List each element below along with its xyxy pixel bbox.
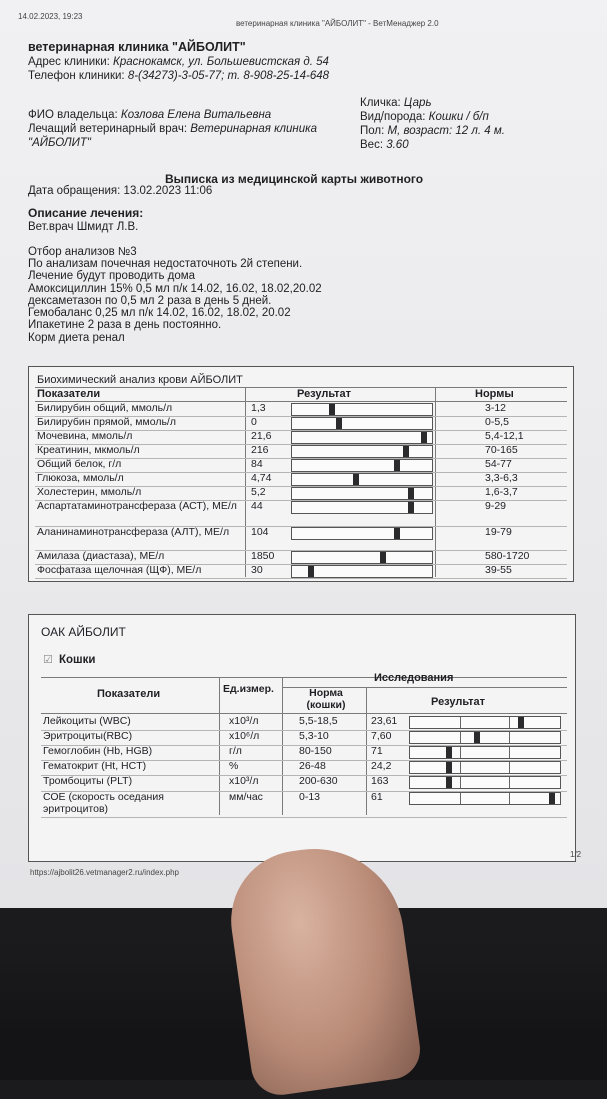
treatment-title: Описание лечения: [28,206,144,220]
biochem-value: 21,6 [251,430,272,442]
biochem-indicator: Аланинаминотрансфераза (АЛТ), МЕ/л [37,526,230,538]
oak-indicator: Лейкоциты (WBC) [43,715,131,727]
clinic-address: Адрес клиники: Краснокамск, ул. Большевистская д. 54 [28,56,329,68]
treatment-line: Гемобаланс 0,25 мл п/к 14.02, 16.02, 18.02, 20.02 [28,307,291,320]
oak-row [29,730,575,745]
oak-bar-divider [509,717,510,728]
biochem-indicator: Мочевина, ммоль/л [37,430,133,442]
biochem-value: 104 [251,526,269,538]
biochem-level-bar [291,473,433,486]
biochem-indicator: Общий белок, г/л [37,458,122,470]
print-page-title: ветеринарная клиника "АЙБОЛИТ" - ВетМенаджер 2.0 [236,19,439,28]
biochem-col-indicators: Показатели [37,388,101,400]
biochem-indicator: Глюкоза, ммоль/л [37,472,124,484]
biochem-row [29,458,573,472]
treatment-line: Вет.врач Шмидт Л.В. [28,221,139,233]
biochem-norm: 1,6-3,7 [485,486,518,498]
biochem-value: 30 [251,564,263,576]
oak-col-norm: Норма (кошки) [306,687,346,711]
visit-date: Дата обращения: 13.02.2023 11:06 [28,185,213,197]
biochem-level-marker [421,432,427,443]
biochem-norm: 9-29 [485,500,507,512]
biochem-value: 1850 [251,550,275,562]
biochem-row [29,526,573,550]
oak-unit: г/л [229,745,242,757]
treatment-line: Лечение будут проводить дома [28,270,196,283]
checkbox-icon: ☑ [43,654,53,666]
oak-norm: 80-150 [299,745,332,757]
biochem-level-bar [291,459,433,472]
oak-value: 7,60 [371,730,392,742]
biochem-level-bar [291,501,433,514]
biochem-norm: 54-77 [485,458,512,470]
biochem-level-bar [291,403,433,416]
biochem-indicator: Аспартатаминотрансфераза (АСТ), МЕ/л [37,500,237,512]
biochem-level-marker [380,552,386,563]
oak-norm: 0-13 [299,791,321,803]
clinic-name: ветеринарная клиника "АЙБОЛИТ" [28,40,246,54]
oak-bar-divider [460,747,461,758]
oak-indicator: Тромбоциты (PLT) [43,775,133,787]
biochem-value: 1,3 [251,402,266,414]
oak-level-bar [409,792,561,805]
biochem-value: 216 [251,444,269,456]
biochem-norm: 3,3-6,3 [485,472,518,484]
biochem-level-marker [394,460,400,471]
oak-bar-divider [460,762,461,773]
biochem-level-bar [291,487,433,500]
oak-col-result: Результат [431,696,486,708]
oak-panel [28,614,576,862]
biochem-value: 5,2 [251,486,266,498]
biochem-level-bar [291,565,433,578]
biochem-level-marker [329,404,335,415]
oak-indicator: Гемоглобин (Hb, HGB) [43,745,153,757]
oak-col-indicators: Показатели [97,688,161,700]
treatment-line: Отбор анализов №3 [28,245,137,258]
biochem-level-bar [291,431,433,444]
biochem-level-bar [291,527,433,540]
biochem-row-divider [35,578,567,579]
biochem-level-marker [394,528,400,539]
biochem-indicator: Билирубин прямой, ммоль/л [37,416,176,428]
biochem-level-bar [291,445,433,458]
oak-value: 163 [371,775,389,787]
biochem-level-marker [403,446,409,457]
oak-level-bar [409,731,561,744]
oak-indicator: СОЕ (скорость оседания эритроцитов) [43,791,164,815]
biochem-row [29,550,573,564]
oak-unit: x10³/л [229,775,259,787]
oak-unit: x10⁶/л [229,730,260,742]
oak-unit: x10³/л [229,715,259,727]
oak-norm: 5,5-18,5 [299,715,338,727]
oak-title: ОАК АЙБОЛИТ [41,625,126,639]
biochem-level-bar [291,551,433,564]
oak-norm: 5,3-10 [299,730,329,742]
oak-bar-divider [509,777,510,788]
biochem-level-marker [336,418,342,429]
oak-col-units: Ед.измер. [223,683,274,695]
oak-norm: 200-630 [299,775,338,787]
oak-level-marker [446,762,452,773]
biochem-row [29,486,573,500]
oak-col-study: Исследования [374,672,454,684]
oak-value: 24,2 [371,760,392,772]
oak-value: 61 [371,791,383,803]
treatment-line: Ипакетине 2 раза в день постоянно. [28,319,222,332]
biochem-row [29,444,573,458]
biochem-level-marker [408,502,414,513]
print-datetime: 14.02.2023, 19:23 [18,12,83,21]
biochem-level-marker [308,566,314,577]
oak-row [29,760,575,775]
doctor-line: Лечащий ветеринарный врач: Ветеринарная клиника [28,123,317,135]
oak-species: Кошки [59,654,96,666]
clinic-phone: Телефон клиники: 8-(34273)-3-05-77; т. 8-908-25-14-648 [28,70,330,82]
biochem-value: 44 [251,500,263,512]
oak-bar-divider [509,732,510,743]
oak-value: 71 [371,745,383,757]
oak-indicator: Эритроциты(RBC) [43,730,133,742]
oak-value: 23,61 [371,715,398,727]
oak-level-bar [409,761,561,774]
biochem-norm: 0-5,5 [485,416,509,428]
oak-level-marker [446,777,452,788]
oak-indicator: Гематокрит (Ht, HCT) [43,760,147,772]
oak-bar-divider [460,732,461,743]
biochem-norm: 70-165 [485,444,518,456]
oak-bar-divider [509,762,510,773]
doctor-line-2: "АЙБОЛИТ" [28,137,91,149]
biochem-level-marker [353,474,359,485]
biochem-row [29,500,573,526]
oak-level-marker [474,732,480,743]
oak-level-marker [549,793,555,804]
biochem-indicator: Фосфатаза щелочная (ЩФ), МЕ/л [37,564,202,576]
oak-bar-divider [460,777,461,788]
patient-sex-age: Пол: М, возраст: 12 л. 4 м. [360,125,505,137]
print-page-number: 1/2 [570,850,582,859]
biochem-value: 0 [251,416,257,428]
oak-bar-divider [509,747,510,758]
oak-row-divider [41,817,567,818]
biochem-col-norms: Нормы [475,388,514,400]
biochem-row [29,402,573,416]
patient-species: Вид/порода: Кошки / б/п [360,111,489,123]
biochem-norm: 19-79 [485,526,512,538]
oak-bar-divider [460,717,461,728]
biochem-level-marker [408,488,414,499]
treatment-line: дексаметазон по 0,5 мл 2 раза в день 5 дней. [28,294,272,307]
oak-row [29,775,575,791]
oak-row [29,715,575,730]
oak-unit: мм/час [229,791,263,803]
biochem-row [29,416,573,430]
biochem-value: 4,74 [251,472,272,484]
biochem-norm: 580-1720 [485,550,530,562]
biochem-title: Биохимический анализ крови АЙБОЛИТ [37,374,243,386]
biochem-norm: 39-55 [485,564,512,576]
oak-norm: 26-48 [299,760,326,772]
biochem-value: 84 [251,458,263,470]
biochem-norm: 3-12 [485,402,507,414]
biochem-panel [28,366,574,582]
patient-nick: Кличка: Царь [360,97,432,109]
biochem-indicator: Холестерин, ммоль/л [37,486,142,498]
biochem-row [29,430,573,444]
oak-level-marker [446,747,452,758]
oak-level-bar [409,716,561,729]
extract-title: Выписка из медицинской карты животного [165,172,424,186]
print-url: https://ajbolit26.vetmanager2.ru/index.php [30,868,179,877]
oak-level-bar [409,746,561,759]
biochem-indicator: Амилаза (диастаза), МЕ/л [37,550,165,562]
oak-level-marker [518,717,524,728]
owner-line: ФИО владельца: Козлова Елена Витальевна [28,109,272,121]
oak-unit: % [229,760,239,772]
biochem-norm: 5,4-12,1 [485,430,524,442]
treatment-line: Амоксициллин 15% 0,5 мл п/к 14.02, 16.02, 18.02,20.02 [28,282,322,295]
treatment-line: Корм диета ренал [28,331,125,344]
oak-row [29,745,575,760]
patient-weight: Вес: 3.60 [360,139,409,151]
oak-bar-divider [460,793,461,804]
oak-bar-divider [509,793,510,804]
biochem-row [29,564,573,578]
oak-row [29,791,575,817]
biochem-indicator: Билирубин общий, ммоль/л [37,402,173,414]
biochem-indicator: Креатинин, мкмоль/л [37,444,140,456]
biochem-level-bar [291,417,433,430]
biochem-col-result: Результат [297,388,352,400]
oak-level-bar [409,776,561,789]
treatment-line: По анализам почечная недостаточноть 2й степени. [28,257,303,270]
biochem-row [29,472,573,486]
